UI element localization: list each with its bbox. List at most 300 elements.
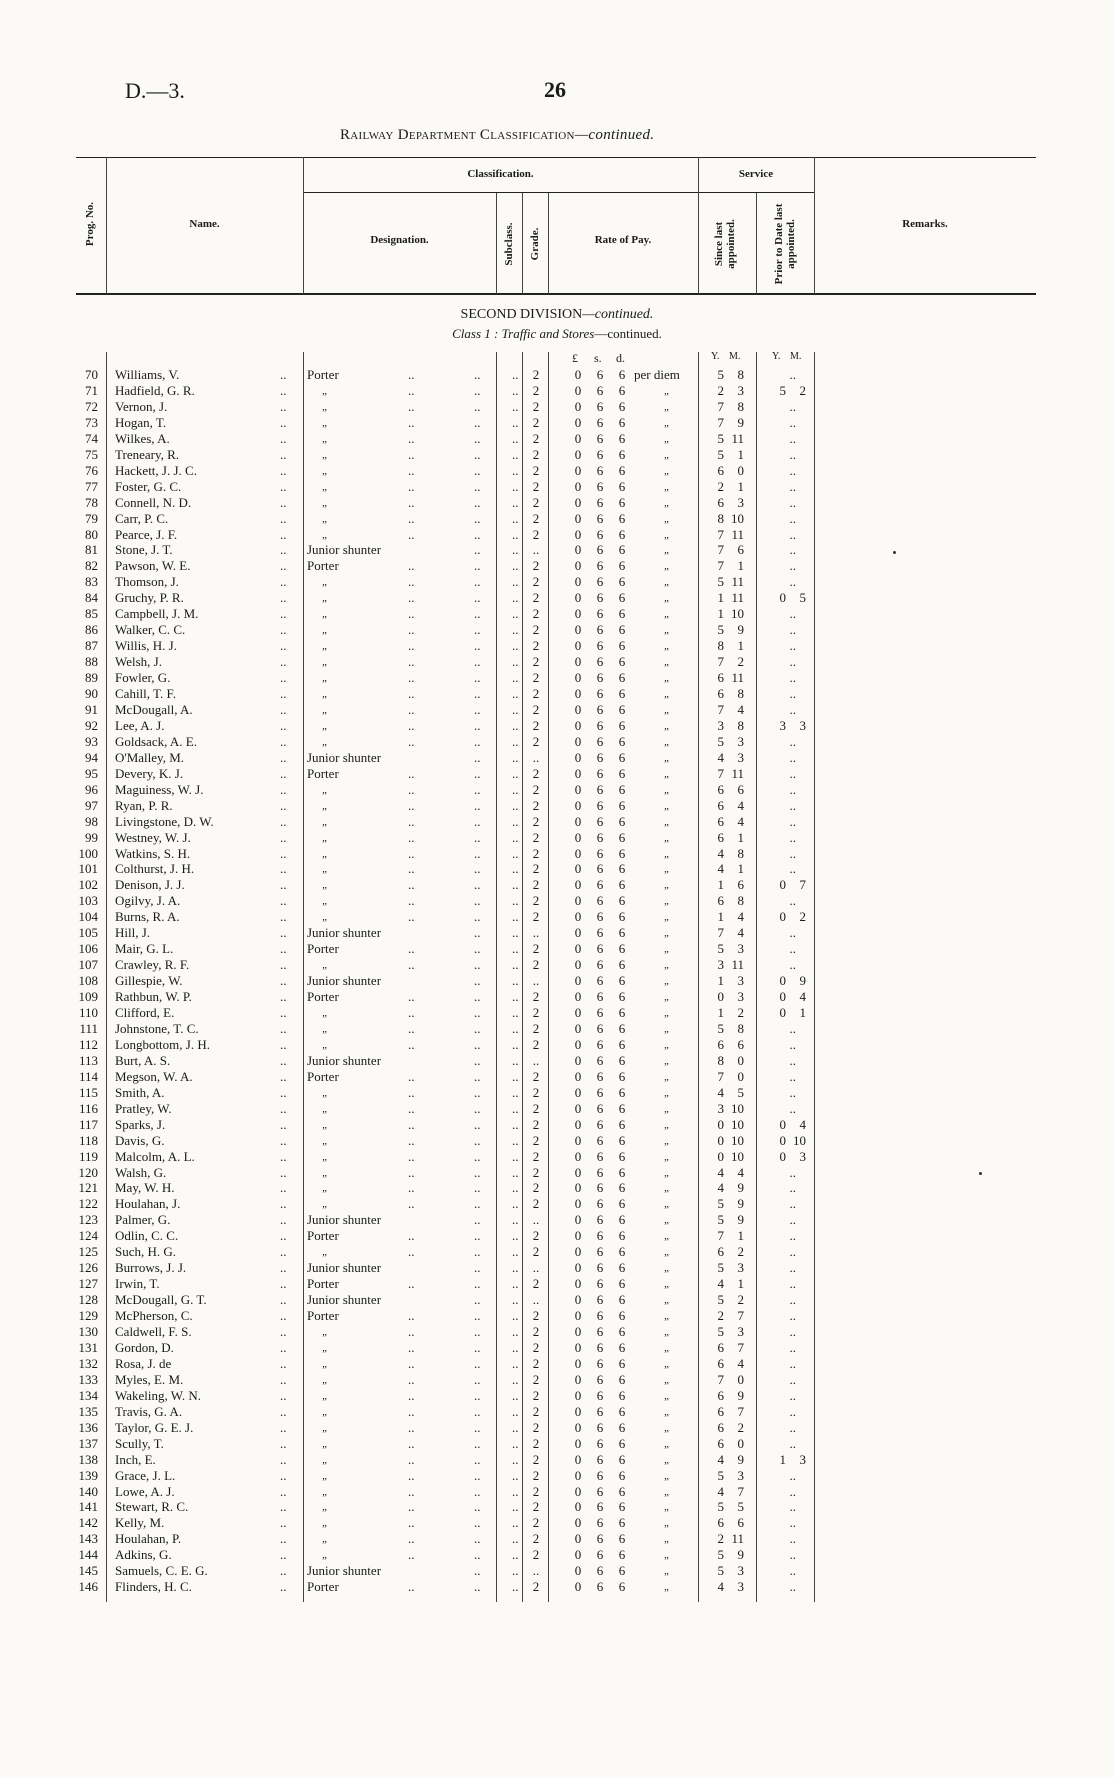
leader-dots: .. — [474, 1324, 481, 1339]
pay-pence: 6 — [618, 558, 626, 574]
since-months: 11 — [731, 957, 744, 973]
prior-none: .. — [789, 733, 796, 749]
leader-dots: .. — [474, 622, 481, 638]
pay-pounds: 0 — [574, 686, 582, 701]
designation: Porter — [307, 1276, 339, 1292]
subclass: .. — [512, 845, 519, 861]
since-years: 7 — [717, 701, 724, 717]
prog-no: 138 — [78, 1451, 98, 1467]
leader-dots: .. — [408, 1499, 415, 1515]
since-months: 11 — [731, 574, 744, 590]
ditto-mark: „ — [664, 1565, 671, 1578]
leader-dots: .. — [408, 1164, 415, 1180]
ditto-mark: „ — [664, 783, 671, 796]
staff-name: Johnstone, T. C. — [115, 1020, 199, 1036]
pay-pounds: 0 — [574, 414, 582, 430]
since-months: 2 — [737, 1419, 744, 1435]
prior-years: 0 — [779, 1116, 786, 1132]
leader-dots: .. — [408, 1339, 415, 1355]
designation: „ — [322, 1549, 329, 1562]
pay-pence: 6 — [618, 1419, 626, 1435]
pay-pounds: 0 — [574, 797, 582, 813]
subclass: .. — [512, 1531, 519, 1547]
prog-no: 105 — [78, 925, 98, 941]
leader-dots: .. — [280, 462, 287, 478]
ditto-mark: „ — [664, 544, 671, 557]
pay-shillings: 6 — [596, 574, 604, 590]
leader-dots: .. — [280, 382, 287, 398]
since-months: 0 — [737, 1052, 744, 1068]
subclass: .. — [512, 893, 519, 909]
designation: „ — [322, 512, 329, 525]
designation: Porter — [307, 367, 339, 382]
grade: 2 — [532, 1339, 540, 1355]
prior-none: .. — [789, 1467, 796, 1483]
pay-shillings: 6 — [596, 1196, 604, 1212]
ditto-mark: „ — [664, 560, 671, 573]
pay-pounds: 0 — [574, 1180, 582, 1196]
since-months: 1 — [737, 558, 744, 574]
grade: 2 — [532, 813, 540, 829]
pay-shillings: 6 — [596, 367, 604, 382]
subclass: .. — [512, 781, 519, 797]
ditto-mark: „ — [664, 1294, 671, 1307]
prog-no: 91 — [85, 701, 98, 717]
staff-name: Westney, W. J. — [115, 829, 191, 845]
staff-name: Malcolm, A. L. — [115, 1148, 195, 1164]
pay-pence: 6 — [618, 686, 626, 701]
per-diem: per diem — [634, 367, 680, 382]
designation: „ — [322, 879, 329, 892]
pay-pence: 6 — [618, 781, 626, 797]
pay-pounds: 0 — [574, 1196, 582, 1212]
subclass: .. — [512, 829, 519, 845]
designation: „ — [322, 1373, 329, 1386]
leader-dots: .. — [408, 1228, 415, 1244]
pay-shillings: 6 — [596, 765, 604, 781]
leader-dots: .. — [408, 462, 415, 478]
leader-dots: .. — [408, 1435, 415, 1451]
prior-months: 4 — [799, 989, 806, 1005]
leader-dots: .. — [474, 925, 481, 941]
designation: Porter — [307, 558, 339, 574]
pay-pence: 6 — [618, 1036, 626, 1052]
pay-pounds: 0 — [574, 462, 582, 478]
pay-pence: 6 — [618, 1308, 626, 1324]
pay-pence: 6 — [618, 1244, 626, 1260]
pay-pence: 6 — [618, 1324, 626, 1339]
pay-pounds: 0 — [574, 1276, 582, 1292]
ditto-mark: „ — [664, 1118, 671, 1131]
pay-shillings: 6 — [596, 430, 604, 446]
staff-name: Gordon, D. — [115, 1339, 174, 1355]
prog-no: 125 — [78, 1244, 98, 1260]
grade: .. — [532, 542, 540, 558]
pay-pence: 6 — [618, 1371, 626, 1387]
staff-name: Pawson, W. E. — [115, 558, 191, 574]
ditto-mark: „ — [664, 448, 671, 461]
since-months: 11 — [731, 1531, 744, 1547]
grade: 2 — [532, 654, 540, 670]
pay-shillings: 6 — [596, 526, 604, 542]
since-years: 4 — [717, 1164, 724, 1180]
since-years: 2 — [717, 478, 724, 494]
leader-dots: .. — [474, 1355, 481, 1371]
leader-dots: .. — [408, 510, 415, 526]
unit-pence: d. — [616, 351, 625, 365]
staff-name: Hogan, T. — [115, 414, 167, 430]
since-months: 2 — [737, 1292, 744, 1308]
prior-none: .. — [789, 1324, 796, 1339]
since-years: 2 — [717, 1531, 724, 1547]
designation: Junior shunter — [307, 542, 382, 558]
col-header-grade: Grade. — [529, 227, 541, 261]
prog-no: 139 — [78, 1467, 98, 1483]
prog-no: 89 — [85, 670, 98, 686]
staff-name: Livingstone, D. W. — [115, 813, 214, 829]
leader-dots: .. — [280, 861, 287, 877]
leader-dots: .. — [280, 1244, 287, 1260]
prog-no: 98 — [85, 813, 98, 829]
leader-dots: .. — [280, 717, 287, 733]
since-months: 10 — [731, 1100, 744, 1116]
since-years: 6 — [717, 1355, 724, 1371]
since-months: 3 — [737, 989, 744, 1005]
prog-no: 77 — [85, 478, 98, 494]
pay-pence: 6 — [618, 1116, 626, 1132]
pay-shillings: 6 — [596, 1068, 604, 1084]
leader-dots: .. — [474, 845, 481, 861]
since-years: 3 — [717, 717, 724, 733]
pay-shillings: 6 — [596, 654, 604, 670]
pay-shillings: 6 — [596, 1116, 604, 1132]
prior-none: .. — [789, 1260, 796, 1276]
leader-dots: .. — [280, 510, 287, 526]
prog-no: 133 — [78, 1371, 98, 1387]
leader-dots: .. — [474, 1164, 481, 1180]
grade: 2 — [532, 1196, 540, 1212]
leader-dots: .. — [280, 542, 287, 558]
pay-pence: 6 — [618, 701, 626, 717]
pay-shillings: 6 — [596, 781, 604, 797]
pay-shillings: 6 — [596, 1339, 604, 1355]
ditto-mark: „ — [664, 512, 671, 525]
pay-pounds: 0 — [574, 1531, 582, 1547]
leader-dots: .. — [280, 749, 287, 765]
since-months: 7 — [737, 1339, 744, 1355]
pay-pence: 6 — [618, 1563, 626, 1579]
since-months: 4 — [737, 925, 744, 941]
subclass: .. — [512, 638, 519, 654]
grade: 2 — [532, 1403, 540, 1419]
pay-shillings: 6 — [596, 1052, 604, 1068]
leader-dots: .. — [474, 1005, 481, 1020]
grade: 2 — [532, 861, 540, 877]
pay-pence: 6 — [618, 1180, 626, 1196]
pay-shillings: 6 — [596, 1531, 604, 1547]
pay-shillings: 6 — [596, 558, 604, 574]
designation: „ — [322, 1198, 329, 1211]
prog-no: 141 — [78, 1499, 98, 1515]
prog-no: 116 — [78, 1100, 98, 1116]
leader-dots: .. — [280, 1499, 287, 1515]
pay-shillings: 6 — [596, 973, 604, 989]
prior-none: .. — [789, 606, 796, 622]
designation: „ — [322, 432, 329, 445]
subclass: .. — [512, 1180, 519, 1196]
leader-dots: .. — [280, 526, 287, 542]
prior-none: .. — [789, 1515, 796, 1531]
pay-pounds: 0 — [574, 1308, 582, 1324]
pay-pence: 6 — [618, 430, 626, 446]
subclass: .. — [512, 1244, 519, 1260]
pay-pence: 6 — [618, 1100, 626, 1116]
ditto-mark: „ — [664, 480, 671, 493]
leader-dots: .. — [474, 654, 481, 670]
pay-shillings: 6 — [596, 1324, 604, 1339]
pay-shillings: 6 — [596, 1228, 604, 1244]
since-years: 7 — [717, 654, 724, 670]
pay-pounds: 0 — [574, 733, 582, 749]
body-vrule — [698, 352, 699, 1602]
grade: 2 — [532, 877, 540, 893]
pay-pence: 6 — [618, 1387, 626, 1403]
pay-pence: 6 — [618, 1515, 626, 1531]
grade: 2 — [532, 909, 540, 925]
prior-none: .. — [789, 925, 796, 941]
leader-dots: .. — [280, 1451, 287, 1467]
pay-shillings: 6 — [596, 1212, 604, 1228]
ditto-mark: „ — [664, 959, 671, 972]
since-years: 5 — [717, 574, 724, 590]
staff-name: McDougall, A. — [115, 701, 193, 717]
pay-pounds: 0 — [574, 398, 582, 414]
subclass: .. — [512, 973, 519, 989]
leader-dots: .. — [408, 398, 415, 414]
prior-years: 0 — [779, 877, 786, 893]
prog-no: 90 — [85, 686, 98, 701]
leader-dots: .. — [408, 558, 415, 574]
pay-shillings: 6 — [596, 1371, 604, 1387]
leader-dots: .. — [280, 941, 287, 957]
pay-shillings: 6 — [596, 909, 604, 925]
pay-pounds: 0 — [574, 1068, 582, 1084]
prior-none: .. — [789, 1371, 796, 1387]
col-header-prior-to-date: Prior to Date last appointed. — [773, 203, 797, 285]
subclass: .. — [512, 1052, 519, 1068]
since-months: 1 — [737, 829, 744, 845]
pay-pounds: 0 — [574, 1148, 582, 1164]
pay-pence: 6 — [618, 1355, 626, 1371]
prog-no: 126 — [78, 1260, 98, 1276]
designation: „ — [322, 1246, 329, 1259]
since-months: 4 — [737, 813, 744, 829]
prior-years: 0 — [779, 909, 786, 925]
staff-name: Treneary, R. — [115, 446, 180, 462]
prog-no: 76 — [85, 462, 98, 478]
leader-dots: .. — [408, 941, 415, 957]
designation: „ — [322, 959, 329, 972]
since-months: 0 — [737, 1435, 744, 1451]
leader-dots: .. — [280, 813, 287, 829]
grade: 2 — [532, 526, 540, 542]
ditto-mark: „ — [664, 927, 671, 940]
pay-pence: 6 — [618, 526, 626, 542]
prog-no: 120 — [78, 1164, 98, 1180]
staff-name: Smith, A. — [115, 1084, 165, 1100]
pay-pence: 6 — [618, 462, 626, 478]
pay-shillings: 6 — [596, 1451, 604, 1467]
leader-dots: .. — [408, 1371, 415, 1387]
leader-dots: .. — [474, 398, 481, 414]
leader-dots: .. — [474, 749, 481, 765]
subclass: .. — [512, 367, 519, 382]
since-years: 3 — [717, 957, 724, 973]
since-months: 1 — [737, 861, 744, 877]
leader-dots: .. — [408, 1547, 415, 1563]
class-title — [0, 326, 1114, 342]
prog-no: 119 — [78, 1148, 98, 1164]
pay-pounds: 0 — [574, 1052, 582, 1068]
prior-none: .. — [789, 1579, 796, 1595]
pay-shillings: 6 — [596, 510, 604, 526]
staff-name: Colthurst, J. H. — [115, 861, 195, 877]
pay-pounds: 0 — [574, 510, 582, 526]
leader-dots: .. — [280, 1196, 287, 1212]
leader-dots: .. — [408, 1403, 415, 1419]
since-years: 4 — [717, 1483, 724, 1499]
pay-shillings: 6 — [596, 398, 604, 414]
designation: „ — [322, 799, 329, 812]
ditto-mark: „ — [664, 1501, 671, 1514]
ditto-mark: „ — [664, 1453, 671, 1466]
leader-dots: .. — [408, 478, 415, 494]
since-years: 5 — [717, 1196, 724, 1212]
leader-dots: .. — [408, 622, 415, 638]
grade: 2 — [532, 781, 540, 797]
grade: 2 — [532, 1387, 540, 1403]
pay-pence: 6 — [618, 1339, 626, 1355]
subclass: .. — [512, 1164, 519, 1180]
grade: .. — [532, 925, 540, 941]
col-header-service: Service — [738, 168, 774, 180]
prior-months: 2 — [799, 909, 806, 925]
since-months: 0 — [737, 1068, 744, 1084]
staff-name: Fowler, G. — [115, 670, 171, 686]
ditto-mark: „ — [664, 672, 671, 685]
prog-no: 122 — [78, 1196, 98, 1212]
staff-name: O'Malley, M. — [115, 749, 185, 765]
pay-pence: 6 — [618, 893, 626, 909]
designation: „ — [322, 672, 329, 685]
subclass: .. — [512, 1005, 519, 1020]
prog-no: 97 — [85, 797, 98, 813]
designation: „ — [322, 1341, 329, 1354]
leader-dots: .. — [474, 1435, 481, 1451]
leader-dots: .. — [474, 765, 481, 781]
staff-name: McDougall, G. T. — [115, 1292, 207, 1308]
pay-pounds: 0 — [574, 1100, 582, 1116]
prior-years: 3 — [779, 717, 786, 733]
leader-dots: .. — [408, 1308, 415, 1324]
ditto-mark: „ — [664, 991, 671, 1004]
prog-no: 110 — [78, 1005, 98, 1020]
designation: „ — [322, 1501, 329, 1514]
since-months: 7 — [737, 1308, 744, 1324]
pay-shillings: 6 — [596, 1355, 604, 1371]
prior-years: 0 — [779, 590, 786, 606]
prior-years: 0 — [779, 1005, 786, 1020]
leader-dots: .. — [408, 1483, 415, 1499]
leader-dots: .. — [280, 1005, 287, 1020]
leader-dots: .. — [474, 1180, 481, 1196]
leader-dots: .. — [280, 893, 287, 909]
designation: Porter — [307, 1579, 339, 1595]
since-months: 3 — [737, 733, 744, 749]
since-years: 6 — [717, 1244, 724, 1260]
prior-months: 5 — [799, 590, 806, 606]
col-header-classification: Classification. — [467, 168, 534, 180]
pay-pence: 6 — [618, 1148, 626, 1164]
grade: 2 — [532, 893, 540, 909]
pay-shillings: 6 — [596, 749, 604, 765]
leader-dots: .. — [408, 1467, 415, 1483]
leader-dots: .. — [280, 1467, 287, 1483]
division-name: SECOND DIVISION — [460, 307, 583, 322]
subclass: .. — [512, 654, 519, 670]
since-months: 6 — [737, 781, 744, 797]
pay-pounds: 0 — [574, 542, 582, 558]
pay-pence: 6 — [618, 446, 626, 462]
prog-no: 107 — [78, 957, 98, 973]
prior-none: .. — [789, 893, 796, 909]
pay-shillings: 6 — [596, 670, 604, 686]
subclass: .. — [512, 1435, 519, 1451]
prior-none: .. — [789, 1084, 796, 1100]
pay-shillings: 6 — [596, 1387, 604, 1403]
designation: „ — [322, 384, 329, 397]
since-years: 1 — [717, 606, 724, 622]
leader-dots: .. — [408, 781, 415, 797]
pay-pence: 6 — [618, 1005, 626, 1020]
grade: 2 — [532, 717, 540, 733]
subclass: .. — [512, 1467, 519, 1483]
pay-pence: 6 — [618, 606, 626, 622]
leader-dots: .. — [280, 1180, 287, 1196]
prior-years: 1 — [779, 1451, 786, 1467]
pay-shillings: 6 — [596, 1563, 604, 1579]
subclass: .. — [512, 1036, 519, 1052]
prog-no: 88 — [85, 654, 98, 670]
pay-pounds: 0 — [574, 1387, 582, 1403]
leader-dots: .. — [280, 1435, 287, 1451]
prior-none: .. — [789, 781, 796, 797]
pay-pounds: 0 — [574, 1116, 582, 1132]
grade: 2 — [532, 670, 540, 686]
leader-dots: .. — [280, 414, 287, 430]
ditto-mark: „ — [664, 1581, 671, 1594]
pay-pence: 6 — [618, 1579, 626, 1595]
pay-pounds: 0 — [574, 430, 582, 446]
staff-name: Hill, J. — [115, 925, 151, 941]
subclass: .. — [512, 925, 519, 941]
ditto-mark: „ — [664, 384, 671, 397]
prior-none: .. — [789, 1387, 796, 1403]
since-months: 3 — [737, 382, 744, 398]
leader-dots: .. — [474, 574, 481, 590]
pay-pence: 6 — [618, 1435, 626, 1451]
pay-pounds: 0 — [574, 1260, 582, 1276]
